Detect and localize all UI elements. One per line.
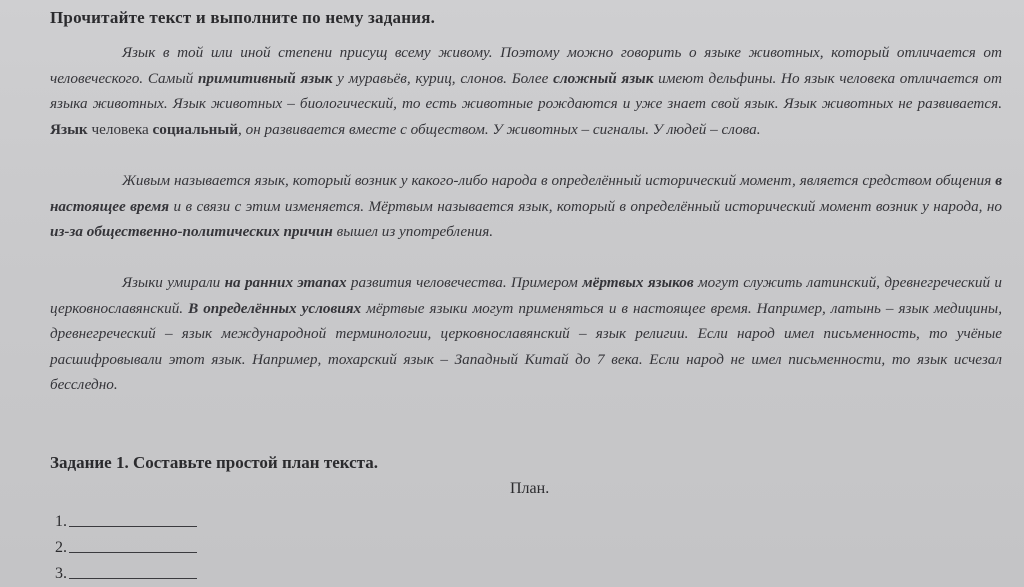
plan-list [55, 505, 197, 583]
paragraph-dead-languages: Языки умирали на ранних этапах развития человечества. Примером мёртвых языков могут служить латинский, древнегреческий и церковнославянский. В определённых условиях мёртвые языки могут применяться и в настоящее время. Например, латынь – язык медицины, древнегреческий – язык международной терминологии, церковнославянский – язык религии. Если народ имел письменность, то учёные расшифровывали этот язык. Например, тохарский язык – Западный Китай до 7 века. Если народ не имел письменности, то язык исчезал бесследно. [50, 274, 1003, 394]
instructions-heading: Прочитайте текст и выполните по нему задания. [50, 8, 436, 27]
task-1-heading: Задание 1. Составьте простой план текста. [50, 453, 378, 472]
plan-item-blank[interactable] [69, 552, 197, 553]
plan-item-number: 2. [55, 539, 67, 556]
paragraph-living-dead-language: Живым называется язык, который возник у какого-либо народа в определённый исторический момент, является средством общения в настоящее время и в связи с этим изменяется. Мёртвым называется язык, который в определённый исторический момент возник у народа, но из-за общественно-политических причин вышел из употребления. [50, 172, 1002, 241]
plan-item-blank[interactable] [69, 578, 197, 579]
plan-item-blank[interactable] [69, 526, 197, 527]
plan-item-3[interactable] [55, 557, 197, 583]
plan-item-1[interactable] [55, 505, 197, 531]
paragraph-animal-language: Язык в той или иной степени присущ всему живому. Поэтому можно говорить о языке животных, который отличается от человеческого. Самый примитивный язык у муравьёв, куриц, слонов. Более сложный язык имеют дельфины. Но язык человека отличается от языка животных. Язык животных – биологический, то есть животные рождаются и уже знает свой язык. Язык животных не развивается. Язык человека социальный, он развивается вместе с обществом. У животных – сигналы. У людей – слова. [50, 44, 1002, 138]
plan-item-number: 1. [55, 513, 67, 530]
plan-item-2[interactable] [55, 531, 197, 557]
plan-item-number: 3. [55, 565, 67, 582]
plan-title: План. [510, 480, 550, 497]
